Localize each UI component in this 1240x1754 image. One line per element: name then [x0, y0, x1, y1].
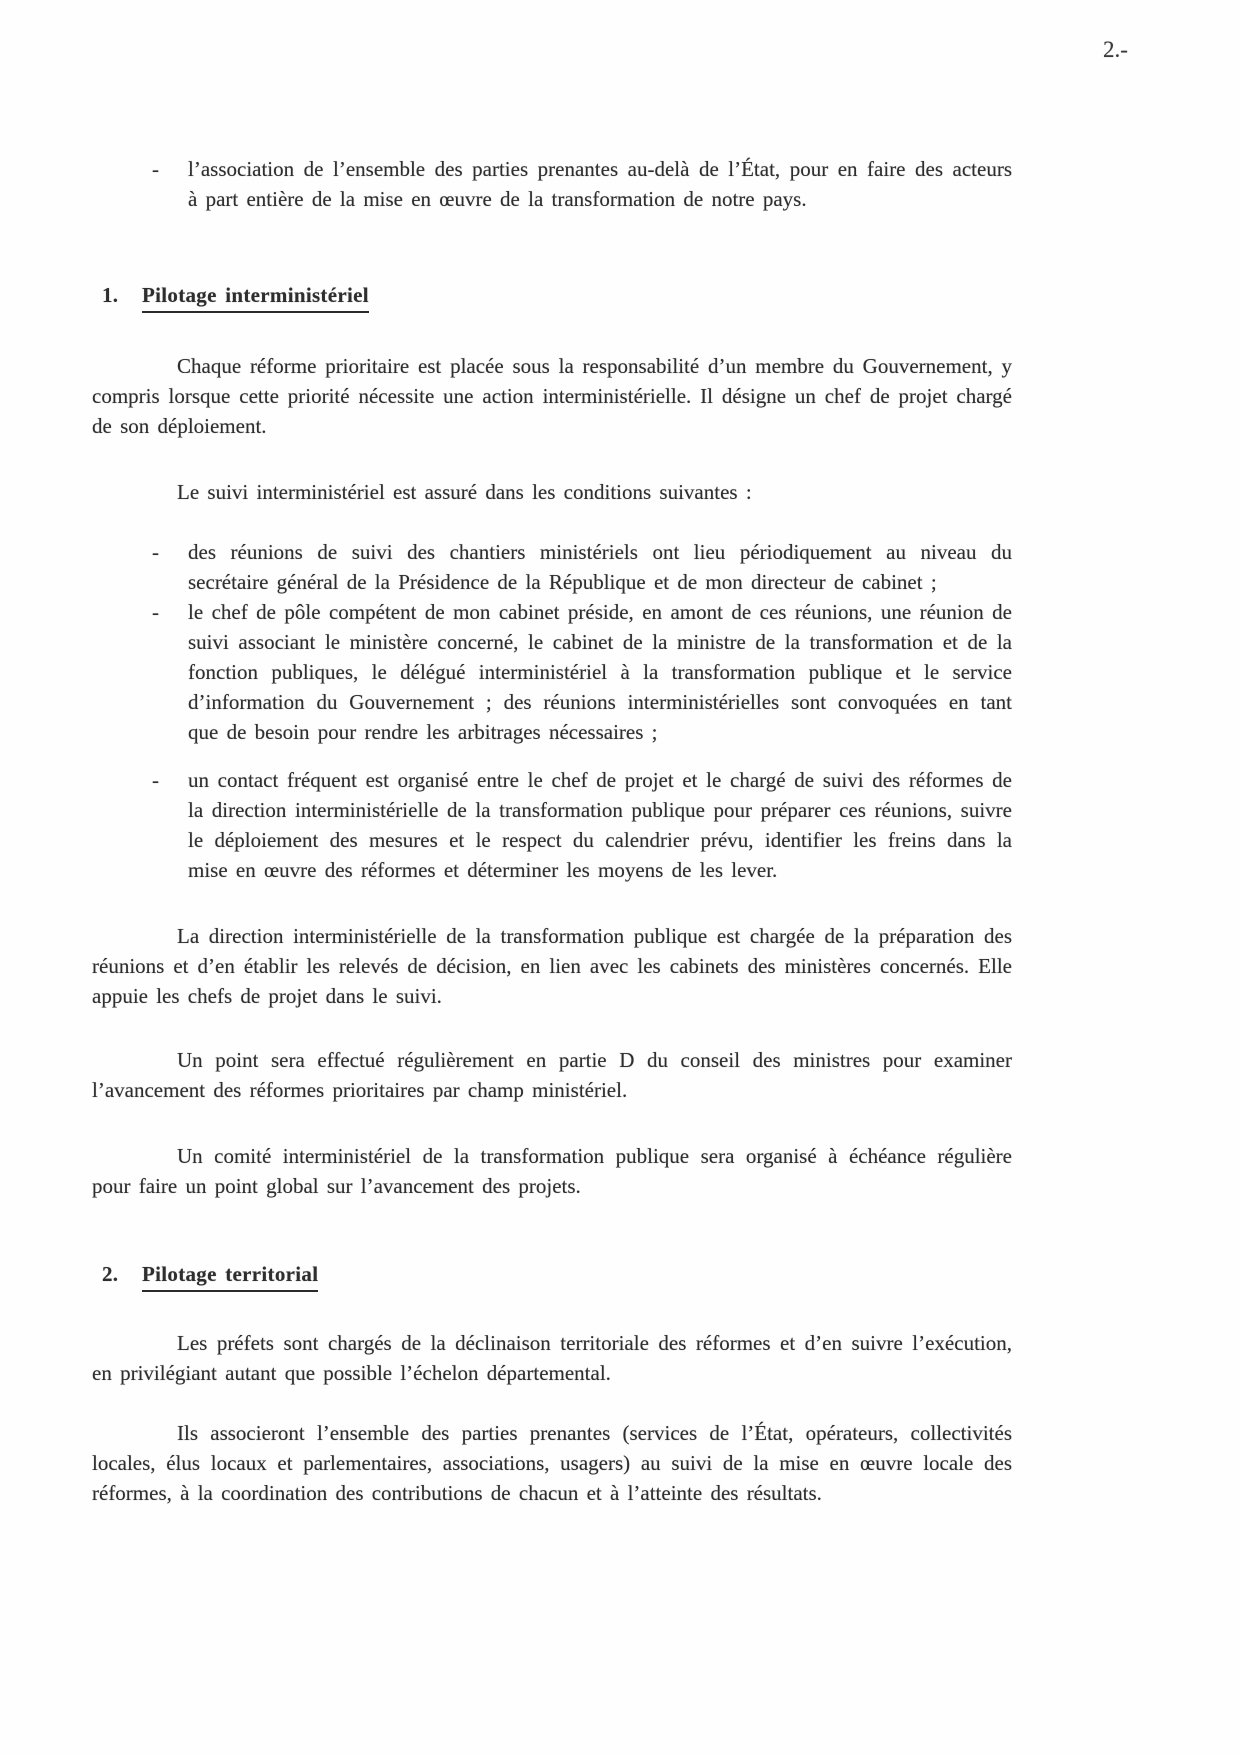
section-1-heading — [102, 280, 1012, 313]
section-2-heading — [102, 1259, 1012, 1292]
section-1-paragraph-comite: Un comité interministériel de la transformation publique sera organisé à échéance régulière pour faire un point global sur l’avancement des projets. — [92, 1144, 1012, 1198]
bullet-dash: - — [152, 768, 159, 792]
section-1-paragraph-direction: La direction interministérielle de la transformation publique est chargée de la préparation des réunions et d’en établir les relevés de décision, en lien avec les cabinets des ministères concernés. Elle appuie les chefs de projet dans le suivi. — [92, 924, 1012, 1008]
list-item — [152, 537, 1012, 597]
section-1-bullet-list — [92, 537, 1012, 885]
bullet-dash: - — [152, 157, 159, 181]
bullet-dash: - — [152, 540, 159, 564]
section-2-title: Pilotage territorial — [142, 1259, 318, 1292]
section-2-number: 2. — [102, 1262, 119, 1286]
bullet-text: le chef de pôle compétent de mon cabinet préside, en amont de ces réunions, une réunion de suivi associant le ministère concerné, le cabinet de la ministre de la transformation et de la fonction publiques, le délégué interministériel à la transformation publique et le service d’information du Gouvernement ; des réunions interministérielles sont convoquées en tant que de besoin pour rendre les arbitrages nécessaires ; — [188, 600, 1012, 744]
intro-list-item — [152, 154, 1012, 214]
section-1-paragraph-point: Un point sera effectué régulièrement en partie D du conseil des ministres pour examiner l’avancement des réformes prioritaires par champ ministériel. — [92, 1048, 1012, 1102]
document-content — [92, 0, 1012, 1508]
section-1-paragraph-suivi: Le suivi interministériel est assuré dans les conditions suivantes : — [177, 480, 752, 504]
section-1-title: Pilotage interministériel — [142, 280, 369, 313]
section-2-paragraph-association: Ils associeront l’ensemble des parties prenantes (services de l’État, opérateurs, collectivités locales, élus locaux et parlementaires, associations, usagers) au suivi de la mise en œuvre locale des réformes, à la coordination des contributions de chacun et à l’atteinte des résultats. — [92, 1421, 1012, 1505]
bullet-text: des réunions de suivi des chantiers ministériels ont lieu périodiquement au niveau du secrétaire général de la Présidence de la République et de mon directeur de cabinet ; — [188, 540, 1012, 594]
bullet-text: un contact fréquent est organisé entre le chef de projet et le chargé de suivi des réformes de la direction interministérielle de la transformation publique pour préparer ces réunions, suivre le déploiement des mesures et le respect du calendrier prévu, identifier les freins dans la mise en œuvre des réformes et déterminer les moyens de les lever. — [188, 768, 1012, 882]
list-item — [152, 597, 1012, 747]
list-item — [152, 765, 1012, 885]
bullet-dash: - — [152, 600, 159, 624]
intro-bullet-text: l’association de l’ensemble des parties prenantes au-delà de l’État, pour en faire des acteurs à part entière de la mise en œuvre de la transformation de notre pays. — [188, 157, 1012, 211]
section-1-number: 1. — [102, 283, 119, 307]
page-number: 2.- — [1103, 37, 1128, 62]
section-1-paragraph-intro: Chaque réforme prioritaire est placée sous la responsabilité d’un membre du Gouvernement, y compris lorsque cette priorité nécessite une action interministérielle. Il désigne un chef de projet chargé de son déploiement. — [92, 354, 1012, 438]
section-2-paragraph-prefets: Les préfets sont chargés de la déclinaison territoriale des réformes et d’en suivre l’exécution, en privilégiant autant que possible l’échelon départemental. — [92, 1331, 1012, 1385]
